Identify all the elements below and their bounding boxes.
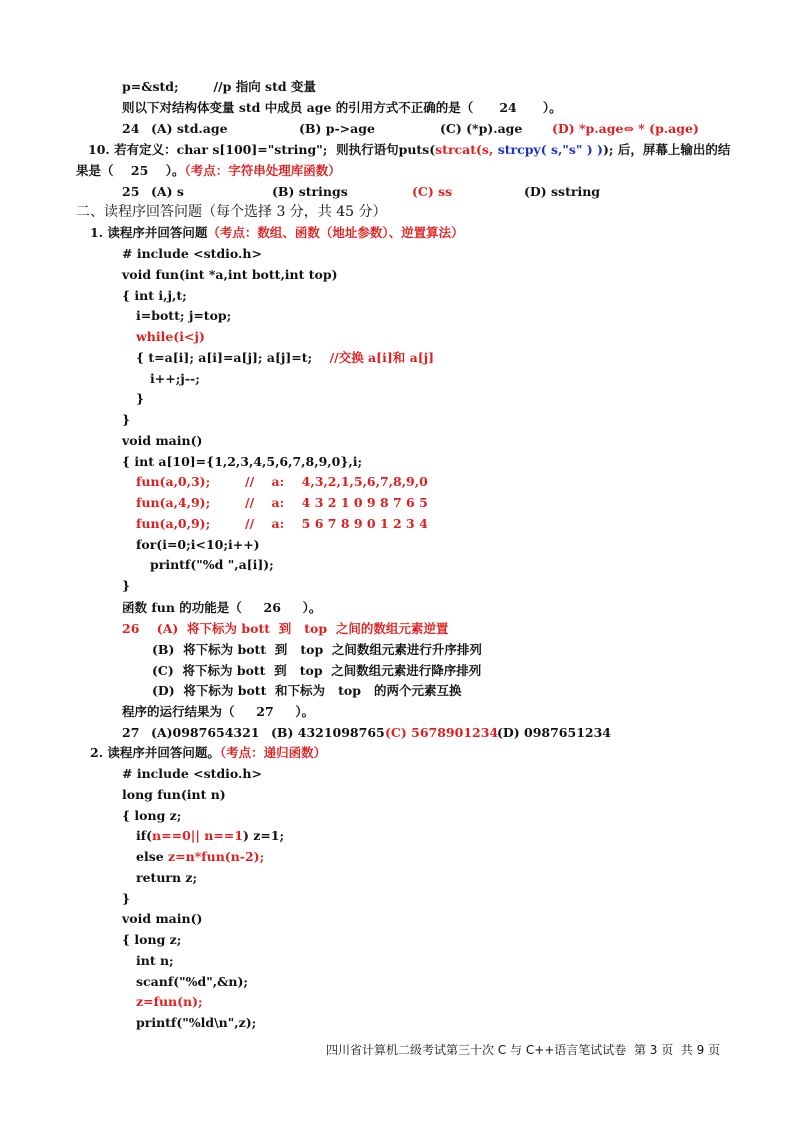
- line-text: { int a[10]={1,2,3,4,5,6,7,8,9,0},i;: [122, 453, 363, 469]
- p1-code-line: [122, 267, 338, 283]
- code-token: else: [136, 849, 169, 864]
- code-token: z=fun(n);: [136, 994, 203, 1010]
- p2-code-line: [136, 828, 284, 844]
- option-c-answer: (C) 5678901234: [385, 725, 499, 740]
- code-token: scanf("%d",&n);: [136, 973, 249, 989]
- line-text: { int i,j,t;: [122, 287, 187, 303]
- q10-strcpy: strcpy( s,"s" ) ): [497, 142, 603, 157]
- p1-code-line: [122, 578, 130, 594]
- p2-code-line: [136, 953, 174, 969]
- option-number: 25: [122, 184, 140, 199]
- p1-title: [90, 225, 464, 241]
- p1-code-line: [122, 454, 362, 470]
- code-token: z=n*fun(n-2);: [168, 849, 265, 864]
- p2-code-line: [136, 994, 203, 1010]
- code-token: { long z;: [122, 932, 182, 947]
- p1-code-line: [122, 412, 130, 428]
- q10-question: [88, 142, 730, 158]
- p2-code-line: [122, 932, 181, 948]
- line-text: }: [136, 391, 145, 407]
- option-a: (A)0987654321: [151, 725, 260, 740]
- p2-code-line: [136, 849, 264, 865]
- line-text: }: [122, 412, 131, 427]
- p2-title: [90, 745, 326, 761]
- line-text: fun(a,0,9); // a: 5 6 7 8 9 0 1 2 3 4: [136, 515, 428, 531]
- code-token: ) z=1;: [242, 828, 285, 844]
- code-token: }: [122, 890, 131, 906]
- p1-code-line: [136, 308, 231, 324]
- q26-option: [152, 642, 482, 658]
- option-b: (B) strings: [272, 184, 348, 199]
- q26-question: 函数 fun 的功能是（ 26 ）。: [122, 600, 322, 615]
- q10-note: （考点：字符串处理库函数）: [184, 163, 341, 178]
- p1-code-line: [136, 391, 144, 407]
- p1-code-line: [136, 350, 434, 366]
- code-token: { long z;: [122, 807, 182, 823]
- page-footer: 四川省计算机二级考试第三十次 C 与 C++语言笔试试卷 第 3 页 共 9 页: [326, 1043, 721, 1057]
- p2-code-line: [122, 808, 181, 824]
- p1-code-line: [136, 516, 428, 532]
- p2-title-text: 2. 读程序并回答问题。: [90, 745, 220, 760]
- p1-code-line: [136, 537, 260, 553]
- line-text: i=bott; j=top;: [136, 308, 232, 324]
- line-text: printf("%d ",a[i]);: [150, 557, 274, 573]
- p1-note: （考点：数组、函数（地址参数）、逆置算法）: [207, 225, 464, 240]
- q26-option: [122, 621, 448, 637]
- option-c-answer: (C) ss: [412, 184, 453, 199]
- code-token: n==0|| n==1: [152, 828, 243, 844]
- p2-code-line: [136, 870, 197, 886]
- option-c: (C) (*p).age: [440, 121, 523, 136]
- code-token: printf("%ld\n",z);: [136, 1015, 257, 1030]
- line-text: for(i=0;i<10;i++): [136, 536, 260, 552]
- p2-code-line: [136, 974, 248, 990]
- code-token: void main(): [122, 911, 203, 927]
- p1-code-line: [122, 433, 202, 449]
- p1-title-text: 1. 读程序并回答问题: [90, 225, 208, 240]
- q27-question: 程序的运行结果为（ 27 ）。: [122, 704, 315, 719]
- line-text: (D) 将下标为 bott 和下标为 top 的两个元素互换: [152, 683, 462, 699]
- line-text: void main(): [122, 432, 203, 448]
- code-token: if(: [136, 828, 153, 844]
- p1-code-line: [150, 557, 274, 573]
- p1-code-line: [136, 329, 205, 345]
- code-token: return z;: [136, 869, 198, 885]
- q26-option: [152, 663, 481, 679]
- p2-code-line: [122, 891, 130, 907]
- q10-text-tail: ); 后，屏幕上输出的结: [602, 142, 731, 157]
- option-b: (B) 4321098765: [271, 725, 385, 740]
- line-text: # include <stdio.h>: [122, 246, 262, 261]
- line-text: while(i<j): [136, 329, 205, 344]
- q10-strcat: strcat(s,: [435, 142, 498, 157]
- line-text: (C) 将下标为 bott 到 top 之间数组元素进行降序排列: [152, 662, 482, 678]
- option-number: 27: [122, 725, 140, 740]
- p1-code-line: [122, 288, 187, 304]
- line-text: fun(a,0,3); // a: 4,3,2,1,5,6,7,8,9,0: [136, 474, 428, 490]
- option-d: (D) sstring: [524, 184, 601, 199]
- p2-code-line: [122, 787, 226, 803]
- q10-line2: [76, 163, 341, 179]
- q26-option: [152, 683, 462, 699]
- p1-code-line: [122, 246, 262, 262]
- option-b: (B) p->age: [299, 121, 375, 136]
- p1-code-line: [136, 474, 428, 490]
- option-d-answer: (D) *p.age⇔ * (p.age): [552, 121, 699, 136]
- p2-code-line: [136, 1015, 256, 1031]
- q9-code-line: p=&std; //p 指向 std 变量: [122, 79, 316, 94]
- section-heading: 二、读程序回答问题（每个选择 3 分，共 45 分）: [76, 204, 387, 220]
- line-text: }: [122, 578, 131, 593]
- line-text: fun(a,4,9); // a: 4 3 2 1 0 9 8 7 6 5: [136, 495, 428, 510]
- p1-code-line: [136, 495, 428, 511]
- option-number: 24: [122, 121, 140, 136]
- option-a: (A) std.age: [151, 121, 228, 136]
- p1-code-line: [150, 371, 200, 387]
- p2-note: （考点：递归函数）: [219, 745, 327, 760]
- option-a: (A) s: [151, 184, 184, 199]
- code-token: # include <stdio.h>: [122, 766, 262, 781]
- q10-answer-blank: 果是（ 25 ）。: [76, 163, 185, 178]
- line-text: void fun(int *a,int bott,int top): [122, 266, 338, 282]
- line-text: 26 (A) 将下标为 bott 到 top 之间的数组元素逆置: [122, 621, 449, 636]
- code-token: long fun(int n): [122, 786, 226, 802]
- q9-question: 则以下对结构体变量 std 中成员 age 的引用方式不正确的是（ 24 ）。: [122, 100, 562, 115]
- option-d: (D) 0987651234: [497, 725, 611, 740]
- line-text: i++;j--;: [150, 370, 200, 386]
- line-text: { t=a[i]; a[i]=a[j]; a[j]=t;: [136, 349, 313, 365]
- code-token: int n;: [136, 952, 174, 968]
- q10-text: 10. 若有定义：char s[100]="string"; 则执行语句puts(: [88, 142, 436, 157]
- code-comment: //交换 a[i]和 a[j]: [312, 349, 435, 365]
- p2-code-line: [122, 766, 262, 782]
- line-text: (B) 将下标为 bott 到 top 之间数组元素进行升序排列: [152, 641, 482, 657]
- p2-code-line: [122, 911, 202, 927]
